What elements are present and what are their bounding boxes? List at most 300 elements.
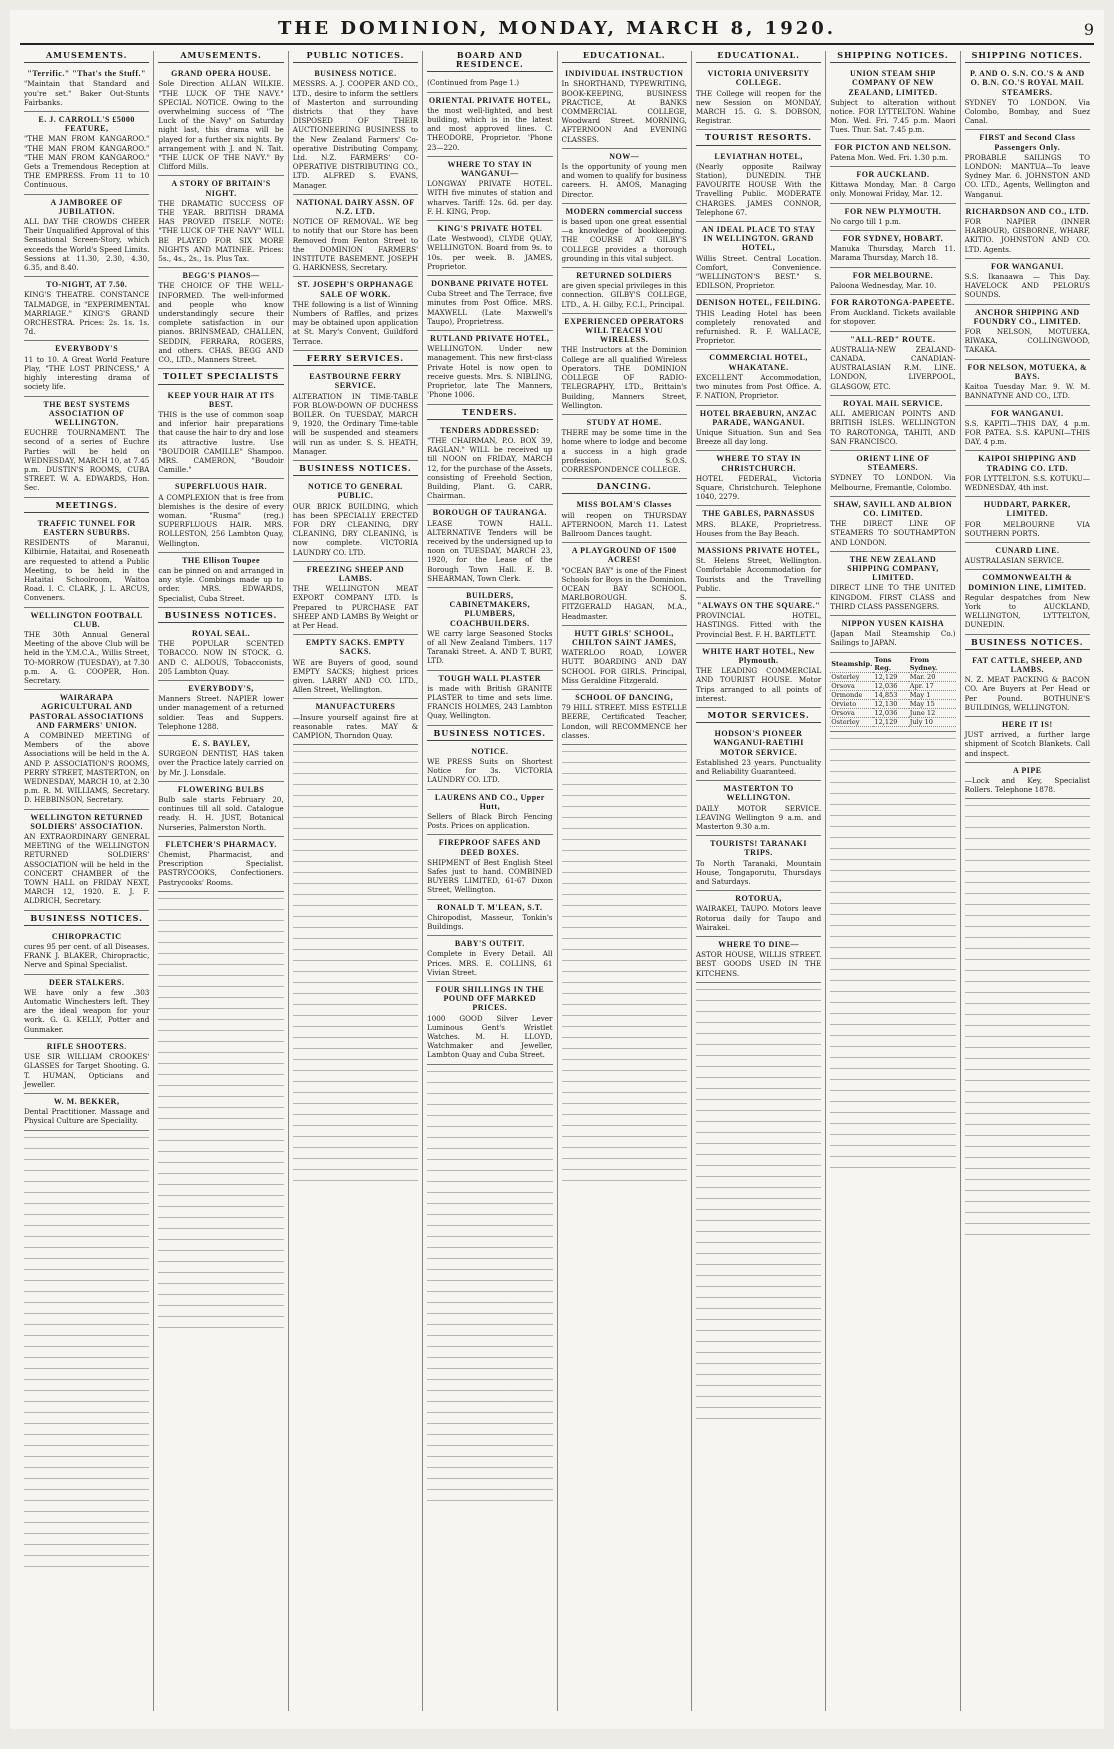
ad-title: MISS BOLAM'S Classes <box>576 500 672 510</box>
text-filler <box>24 1496 149 1505</box>
ad-body: Chiropodist, Masseur, Tonkin's Buildings. <box>427 912 553 932</box>
text-filler <box>293 967 418 976</box>
ad-title: FOR SYDNEY, HOBART. <box>842 234 944 244</box>
text-filler <box>696 1194 821 1203</box>
ad-title: KAIPOI SHIPPING AND TRADING CO. LTD. <box>978 454 1077 473</box>
text-filler <box>293 846 418 855</box>
text-filler <box>24 1364 149 1373</box>
advertisement <box>696 149 821 222</box>
advertisement <box>158 681 283 736</box>
text-filler <box>24 1463 149 1472</box>
text-filler <box>696 1337 821 1346</box>
text-filler <box>965 812 1090 821</box>
ad-title: FOR NEW PLYMOUTH. <box>844 206 942 216</box>
text-filler <box>427 1386 552 1395</box>
text-filler <box>24 1342 149 1351</box>
advertisement <box>158 736 283 782</box>
ad-title: ST. JOSEPH'S ORPHANAGE SALE OF WORK. <box>297 280 414 299</box>
advertisement <box>830 497 955 552</box>
text-filler <box>562 835 687 844</box>
text-filler <box>427 1221 552 1230</box>
table-cell: Osterley <box>830 672 873 681</box>
ad-body: OUR BRICK BUILDING, which has been SPECIALLY ERECTED FOR DRY CLEANING, DRY CLEANING, DRY CLEANING, is now complete. VICTORIA LAUNDRY CO. LTD. <box>292 501 419 557</box>
ad-body: WE PRESS Suits on Shortest Notice for 3s. VICTORIA LAUNDRY CO. LTD. <box>427 757 553 785</box>
column-subheading: (Continued from Page 1.) <box>427 75 552 92</box>
ad-body: 11 to 10. A Great World Feature Play, "THE LOST PRINCESS," A highly interesting drama of society life. <box>24 354 150 392</box>
text-filler <box>830 987 955 996</box>
column-3 <box>288 51 422 1711</box>
text-filler <box>696 1392 821 1401</box>
advertisement <box>562 149 687 204</box>
text-filler <box>293 956 418 965</box>
ad-body: SYDNEY TO LONDON. Via Melbourne, Fremantle, Colombo. <box>830 473 956 492</box>
text-filler <box>158 1246 283 1255</box>
text-filler <box>562 1011 687 1020</box>
text-filler <box>830 1163 955 1172</box>
advertisement <box>562 204 687 268</box>
text-filler <box>696 1216 821 1225</box>
ad-title: EVERYBODY'S, <box>188 683 254 693</box>
ad-body: FOR NELSON, MOTUEKA, RIWAKA, COLLINGWOOD, TAKAKA. <box>964 327 1090 355</box>
ad-title: FOR RAROTONGA-PAPEETE. <box>831 298 955 308</box>
ad-title: EASTBOURNE FERRY SERVICE. <box>309 372 402 391</box>
text-filler <box>830 965 955 974</box>
advertisement <box>562 690 687 745</box>
ad-title: DEER STALKERS. <box>49 977 125 987</box>
text-filler <box>965 1076 1090 1085</box>
text-filler <box>965 966 1090 975</box>
column-5 <box>557 51 691 1711</box>
text-filler <box>562 868 687 877</box>
advertisement <box>293 369 418 461</box>
text-filler <box>965 955 1090 964</box>
text-filler <box>24 1309 149 1318</box>
text-filler <box>427 1441 552 1450</box>
ad-body: LONGWAY PRIVATE HOTEL. WITH five minutes of station and wharves. Tariff: 12s. 6d. per day. F. H. KING, Prop. <box>427 179 553 216</box>
text-filler <box>562 1176 687 1185</box>
ad-body: Sellers of Black Birch Fencing Posts. Prices on application. <box>427 812 553 831</box>
ad-title: SCHOOL OF DANCING, <box>575 692 674 702</box>
ad-title: EVERYBODY'S <box>55 344 119 354</box>
advertisement <box>158 176 283 268</box>
table-row <box>830 699 955 708</box>
table-row <box>830 717 955 726</box>
text-filler <box>965 977 1090 986</box>
text-filler <box>427 1463 552 1472</box>
text-filler <box>830 800 955 809</box>
column-heading: AMUSEMENTS. <box>24 51 149 63</box>
text-filler <box>427 1067 552 1076</box>
advertisement <box>427 588 552 671</box>
advertisement <box>696 350 821 405</box>
ad-title: BEGG'S PIANOS— <box>182 271 260 281</box>
ad-title: ROTORUA, <box>735 894 782 904</box>
column-heading: BOARD AND RESIDENCE. <box>427 51 552 72</box>
ad-body: PROBABLE SAILINGS TO LONDON: MANTUA—To leave Sydney Mar. 6. JOHNSTON AND CO. LTD., Agents, Wellington and Wanganui. <box>964 152 1090 199</box>
ad-body: WE have only a few .303 Automatic Winchesters left. They are the ideal weapon for your work. G. G. KELLY, Potter and Gunmaker. <box>24 987 150 1034</box>
ad-title: FREEZING SHEEP AND LAMBS. <box>306 564 405 583</box>
text-filler <box>293 802 418 811</box>
advertisement <box>965 360 1090 406</box>
text-filler <box>427 1133 552 1142</box>
ad-body: is based upon one great essential—a knowledge of bookkeeping. THE COURSE AT GILBY'S COLLEGE provides a thorough grounding in this vital subject. <box>561 217 687 263</box>
text-filler <box>562 890 687 899</box>
ad-title: VICTORIA UNIVERSITY COLLEGE. <box>707 69 810 88</box>
advertisement <box>293 66 418 195</box>
table-cell: 12,036 <box>873 708 908 717</box>
text-filler <box>24 1551 149 1560</box>
text-filler <box>158 1092 283 1101</box>
ad-body: Cuba Street and The Terrace, five minutes from Post Office. MRS. MAXWELL (Late Maxwell's Taupo), Proprietress. <box>427 289 553 326</box>
text-filler <box>965 856 1090 865</box>
text-filler <box>158 938 283 947</box>
table-cell: 12,036 <box>873 681 908 690</box>
advertisement <box>965 543 1090 570</box>
text-filler <box>965 1164 1090 1173</box>
ad-title: ANCHOR SHIPPING AND FOUNDRY CO., LIMITED. <box>973 307 1082 326</box>
text-filler <box>965 1054 1090 1063</box>
advertisement <box>427 982 552 1065</box>
ad-body: Willis Street. Central Location. Comfort, Convenience. "WELLINGTON'S BEST." S. EDILSON, Proprietor. <box>695 253 822 291</box>
advertisement <box>696 451 821 506</box>
advertisement <box>24 66 149 112</box>
section-heading: BUSINESS NOTICES. <box>24 914 149 926</box>
advertisement <box>696 295 821 350</box>
advertisement <box>696 644 821 708</box>
advertisement <box>427 936 552 982</box>
text-filler <box>696 996 821 1005</box>
text-filler <box>293 1066 418 1075</box>
text-filler <box>830 910 955 919</box>
text-filler <box>830 789 955 798</box>
text-filler <box>696 1139 821 1148</box>
text-filler <box>830 767 955 776</box>
text-filler <box>562 1033 687 1042</box>
text-filler <box>696 1293 821 1302</box>
ad-body: USE SIR WILLIAM CROOKES' GLASSES for Target Shooting. G. T. HUMAN, Opticians and Jeweller. <box>24 1052 150 1089</box>
ad-body: Subject to alteration without notice. FOR LYTTELTON. Wahine Mon. Wed. Fri. 7.45 p.m. Maori Tues. Thur. Sat. 7.45 p.m. <box>830 97 956 135</box>
text-filler <box>158 1015 283 1024</box>
text-filler <box>696 1018 821 1027</box>
column-8 <box>960 51 1094 1711</box>
text-filler <box>24 1408 149 1417</box>
text-filler <box>293 1044 418 1053</box>
text-filler <box>158 1235 283 1244</box>
section <box>24 914 149 926</box>
advertisement <box>158 782 283 837</box>
text-filler <box>293 1011 418 1020</box>
text-filler <box>696 1282 821 1291</box>
text-filler <box>562 824 687 833</box>
text-filler <box>562 1132 687 1141</box>
text-filler <box>965 1208 1090 1217</box>
ad-body: THE College will reopen for the new Session on MONDAY, MARCH 15. G. S. DOBSON, Registrar. <box>695 88 822 126</box>
text-filler <box>965 1087 1090 1096</box>
column-heading: SHIPPING NOTICES. <box>965 51 1090 63</box>
text-filler <box>696 1304 821 1313</box>
text-filler <box>696 1238 821 1247</box>
text-filler <box>965 1153 1090 1162</box>
ad-title: THE NEW ZEALAND SHIPPING COMPANY, LIMITED. <box>847 554 939 583</box>
ad-title: A PLAYGROUND OF 1500 ACRES! <box>571 546 677 565</box>
text-filler <box>158 1103 283 1112</box>
text-filler <box>24 1243 149 1252</box>
table-header-cell: Steamship. <box>830 656 873 673</box>
text-filler <box>158 1323 283 1332</box>
table-cell: May 1 <box>909 690 956 699</box>
section <box>696 711 821 723</box>
advertisement <box>830 295 955 332</box>
text-filler <box>24 1485 149 1494</box>
text-filler <box>293 813 418 822</box>
advertisement <box>427 157 552 221</box>
ad-title: ROYAL MAIL SERVICE. <box>843 398 943 408</box>
text-filler <box>158 1059 283 1068</box>
text-filler <box>696 1370 821 1379</box>
ad-title: RICHARDSON AND CO., LTD. <box>965 206 1089 216</box>
ad-body: THE 30th Annual General Meeting of the above Club will be held in the Y.M.C.A., Willis Street, TO-MORROW (TUESDAY), at 7.30 p.m. A. G. COOPER, Hon. Secretary. <box>24 629 150 685</box>
text-filler <box>427 1144 552 1153</box>
table-cell: 12,129 <box>873 672 908 681</box>
advertisement <box>965 130 1090 203</box>
text-filler <box>427 1419 552 1428</box>
text-filler <box>965 1043 1090 1052</box>
text-filler <box>158 949 283 958</box>
ad-body: KING'S THEATRE. CONSTANCE TALMADGE, in "EXPERIMENTAL MARRIAGE." KING'S GRAND ORCHESTRA. Prices: 2s. 1s. 1s. 7d. <box>24 290 150 337</box>
advertisement <box>830 396 955 451</box>
text-filler <box>696 1106 821 1115</box>
text-filler <box>965 911 1090 920</box>
text-filler <box>696 1040 821 1049</box>
advertisement <box>830 552 955 616</box>
text-filler <box>293 1055 418 1064</box>
column-heading: AMUSEMENTS. <box>158 51 283 63</box>
table-header-cell: Tons Reg. <box>873 656 908 673</box>
ad-body: WE carry large Seasoned Stocks of all New Zealand Timbers. 117 Taranaki Street. A. AND T. BURT, LTD. <box>427 628 553 666</box>
text-filler <box>293 1000 418 1009</box>
text-filler <box>293 857 418 866</box>
ad-title: TOUGH WALL PLASTER <box>438 673 542 683</box>
ad-body: cures 95 per cent. of all Diseases. FRANK J. BLAKER, Chiropractic, Nerve and Spinal Specialist. <box>24 942 150 970</box>
ad-title: "ALWAYS ON THE SQUARE." <box>696 600 821 610</box>
text-filler <box>427 1496 552 1505</box>
table-row <box>830 681 955 690</box>
text-filler <box>293 934 418 943</box>
text-filler <box>293 1033 418 1042</box>
advertisement <box>158 553 283 608</box>
text-filler <box>965 1065 1090 1074</box>
ad-title: INDIVIDUAL INSTRUCTION <box>565 69 684 79</box>
ad-body: THE DIRECT LINE OF STEAMERS TO SOUTHAMPTON AND LONDON. <box>830 519 956 547</box>
text-filler <box>965 1175 1090 1184</box>
text-filler <box>562 956 687 965</box>
text-filler <box>562 1143 687 1152</box>
text-filler <box>830 1020 955 1029</box>
ad-body: S.S. KAPITI—THIS DAY, 4 p.m. FOR PATEA. S.S. KAPUNI—THIS DAY, 4 p.m. <box>964 418 1090 447</box>
advertisement <box>24 341 149 396</box>
ad-title: WELLINGTON FOOTBALL CLUB. <box>30 610 143 629</box>
advertisement <box>293 562 418 635</box>
ad-body: Manners Street. NAPIER lower under management of a returned soldier. Teas and Suppers. Telephone 1288. <box>158 694 284 731</box>
advertisement <box>562 497 687 543</box>
advertisement <box>830 332 955 396</box>
text-filler <box>158 1136 283 1145</box>
text-filler <box>965 1120 1090 1129</box>
text-filler <box>830 1075 955 1084</box>
advertisement <box>696 891 821 937</box>
section-heading: MOTOR SERVICES. <box>696 711 821 723</box>
ad-title: FLOWERING BULBS <box>177 784 265 794</box>
text-filler <box>158 971 283 980</box>
text-filler <box>830 1086 955 1095</box>
section-heading: TENDERS. <box>427 408 552 420</box>
text-filler <box>562 1000 687 1009</box>
advertisement <box>24 810 149 911</box>
ad-title: HUTT GIRLS' SCHOOL, CHILTON SAINT JAMES, <box>572 628 677 647</box>
ad-title: FOR NELSON, MOTUEKA, & BAYS. <box>967 362 1088 381</box>
sailing-schedule <box>830 653 955 732</box>
ad-title: BABY'S OUTFIT. <box>454 939 525 949</box>
ad-title: MASTERTON TO WELLINGTON. <box>723 784 794 803</box>
text-filler <box>158 1114 283 1123</box>
text-filler <box>696 1150 821 1159</box>
ad-body: ALL DAY THE CROWDS CHEER Their Unqualified Approval of this Sensational Screen-Story, which exceeds the World's Speed Limits. Sessions at 11.30, 2.30, 4.30, 6.35, and 8.40. <box>24 217 150 273</box>
ad-title: LAURENS AND CO., Upper Hutt, <box>434 792 545 811</box>
ad-title: HUDDART, PARKER, LIMITED. <box>983 500 1071 519</box>
ad-body: THE following is a list of Winning Numbers of Raffles, and prizes may be obtained upon application at St. Mary's Convent, Guildford Terrace. <box>292 299 419 346</box>
text-filler <box>562 879 687 888</box>
ad-body: EUCHRE TOURNAMENT. The second of a series of Euchre Parties will be held on WEDNESDAY, MARCH 10, at 7.45 p.m. DUSTIN'S ROOMS, CUBA STREET. W. A. EDWARDS, Hon. Sec. <box>24 428 150 493</box>
ad-body: THE CHOICE OF THE WELL-INFORMED. The well-informed and people who know understandingly secure their complete satisfaction in our pianos. BRINSMEAD, CHALLEN, SEDDIN, FERRARA, ROGERS, and others. CHAS. BEGG AND CO., LTD., Manners Street. <box>158 281 284 365</box>
ad-title: RETURNED SOLDIERS <box>576 271 673 281</box>
ad-title: BOROUGH OF TAURANGA. <box>432 508 547 518</box>
ad-body: "OCEAN BAY" is one of the Finest Schools for Boys in the Dominion. OCEAN BAY SCHOOL, MARLBOROUGH. S. FITZGERALD HAGAN, M.A., Headmaster. <box>561 565 687 621</box>
ad-title: RUTLAND PRIVATE HOTEL, <box>430 334 550 344</box>
section <box>158 611 283 623</box>
text-filler <box>293 1088 418 1097</box>
ad-title: ROYAL SEAL. <box>192 628 251 638</box>
text-filler <box>696 1161 821 1170</box>
text-filler <box>696 1084 821 1093</box>
ad-title: P. AND O. S.N. CO.'S & AND O. B.N. CO.'S ROYAL MAIL STEAMERS. <box>969 69 1085 97</box>
text-filler <box>965 1109 1090 1118</box>
ad-title: WHITE HART HOTEL, New Plymouth. <box>702 646 815 665</box>
table-row <box>830 708 955 717</box>
ad-body: can be pinned on and arranged in any style. Combings made up to order. MRS. EDWARDS, Specialist, Cuba Street. <box>158 565 284 603</box>
ad-body: DAILY MOTOR SERVICE. LEAVING Wellington 9 a.m. and Masterton 9.30 a.m. <box>695 803 822 832</box>
ad-body: MRS. BLAKE, Proprietress. Houses from the Bay Beach. <box>695 519 822 538</box>
text-filler <box>24 1386 149 1395</box>
text-filler <box>293 945 418 954</box>
text-filler <box>293 1154 418 1163</box>
ad-body: From Auckland. Tickets available for stopover. <box>830 308 956 327</box>
ad-title: NOTICE TO GENERAL PUBLIC. <box>307 482 403 501</box>
advertisement <box>158 66 283 176</box>
advertisement <box>830 66 955 139</box>
text-filler <box>562 1044 687 1053</box>
ad-title: W. M. BEKKER, <box>53 1096 120 1106</box>
advertisement <box>24 112 149 195</box>
text-filler <box>24 1210 149 1219</box>
text-filler <box>24 1232 149 1241</box>
ad-title: A PIPE <box>1013 765 1042 775</box>
ad-body: SYDNEY TO LONDON. Via Colombo, Bombay, and Suez Canal. <box>964 97 1090 126</box>
ad-body: No cargo till 1 p.m. <box>830 216 902 226</box>
text-filler <box>696 1249 821 1258</box>
ad-title: ORIENTAL PRIVATE HOTEL, <box>428 95 551 105</box>
text-filler <box>562 857 687 866</box>
text-filler <box>562 1088 687 1097</box>
text-filler <box>427 1199 552 1208</box>
ad-body: (Late Westwood), CLYDE QUAY, WELLINGTON. Board from 9s. to 10s. per week. B. JAMES, Proprietor. <box>427 234 553 271</box>
text-filler <box>158 1037 283 1046</box>
table-cell: Osterley <box>830 717 873 726</box>
advertisement <box>562 66 687 149</box>
text-filler <box>158 960 283 969</box>
advertisement <box>830 167 955 204</box>
ad-title: A JAMBOREE OF JUBILATION. <box>50 197 123 216</box>
advertisement <box>427 331 552 404</box>
text-filler <box>965 999 1090 1008</box>
table-cell: June 12 <box>909 708 956 717</box>
text-filler <box>562 758 687 767</box>
text-filler <box>24 1298 149 1307</box>
ad-body: WATERLOO ROAD, LOWER HUTT. BOARDING AND DAY SCHOOL FOR GIRLS. Principal, Miss Geraldine Fitzgerald. <box>561 648 687 685</box>
text-filler <box>427 1155 552 1164</box>
section <box>158 372 283 384</box>
column-2 <box>153 51 287 1711</box>
advertisement <box>24 975 149 1039</box>
ad-title: MASSIONS PRIVATE HOTEL, <box>697 545 820 555</box>
ad-body: To North Taranaki, Mountain House, Tongaporutu, Thursdays and Saturdays. <box>695 858 822 887</box>
ad-title: THE BEST SYSTEMS ASSOCIATION OF WELLINGTON. <box>43 399 130 427</box>
text-filler <box>696 1007 821 1016</box>
text-filler <box>696 1183 821 1192</box>
text-filler <box>696 1073 821 1082</box>
text-filler <box>562 934 687 943</box>
text-filler <box>562 1165 687 1174</box>
text-filler <box>24 1276 149 1285</box>
ad-title: COMMERCIAL HOTEL, WHAKATANE. <box>709 353 808 372</box>
table-cell: Orsova <box>830 681 873 690</box>
ad-body: HOTEL FEDERAL, Victoria Square, Christchurch. Telephone 1040, 2279. <box>695 473 822 502</box>
text-filler <box>562 802 687 811</box>
ad-body: FOR NAPIER (INNER HARBOUR), GISBORNE, WHARF, AKITIO. JOHNSTON AND CO. LTD. Agents. <box>964 217 1090 254</box>
section-heading: TOURIST RESORTS. <box>696 133 821 145</box>
column-container <box>20 51 1094 1711</box>
text-filler <box>562 791 687 800</box>
text-filler <box>696 1271 821 1280</box>
text-filler <box>830 1053 955 1062</box>
ad-body: SHIPMENT of Best English Steel Safes just to hand. COMBINED BUYERS LIMITED, 61-67 Dixon Street, Wellington. <box>427 857 553 895</box>
ad-title: FOR AUCKLAND. <box>856 170 930 180</box>
text-filler <box>562 846 687 855</box>
text-filler <box>965 867 1090 876</box>
ad-title: EXPERIENCED OPERATORS WILL TEACH YOU WIRELESS. <box>564 316 685 345</box>
text-filler <box>562 967 687 976</box>
text-filler <box>427 1122 552 1131</box>
advertisement <box>24 516 149 608</box>
column-6 <box>691 51 825 1711</box>
text-filler <box>158 1004 283 1013</box>
text-filler <box>158 1158 283 1167</box>
ad-title: NATIONAL DAIRY ASSN. OF N.Z. LTD. <box>296 197 415 217</box>
ad-title: FLETCHER'S PHARMACY. <box>165 839 277 849</box>
ad-title: RIFLE SHOOTERS. <box>46 1041 127 1051</box>
ad-title: STUDY AT HOME. <box>586 417 662 427</box>
text-filler <box>562 769 687 778</box>
advertisement <box>830 231 955 268</box>
